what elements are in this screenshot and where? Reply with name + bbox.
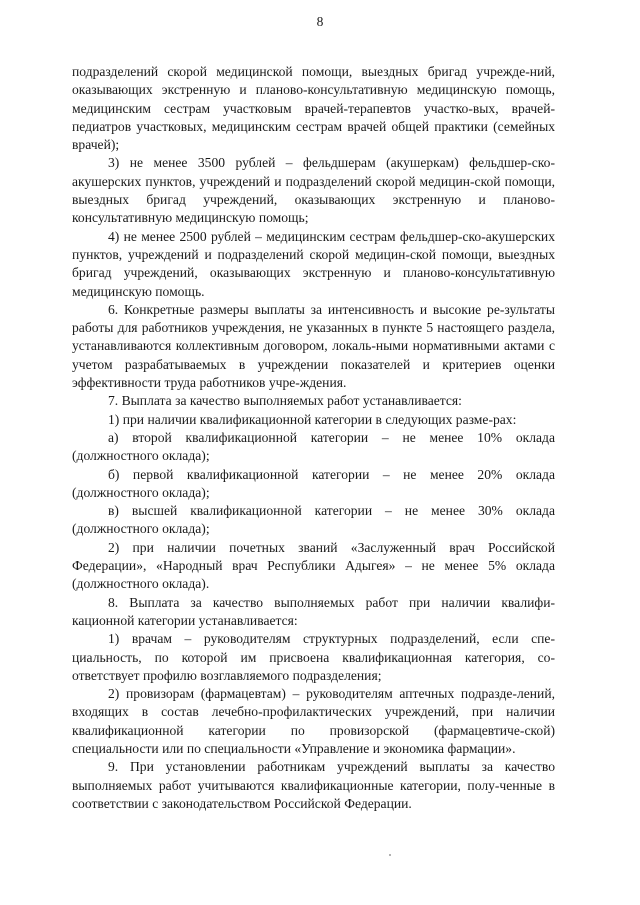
paragraph-item-3: 3) не менее 3500 рублей – фельдшерам (акушеркам) фельдшер-ско-акушерских пунктов, учреждений и подразделений скорой медицин-ской помощи, выездных бригад учреждений, оказывающих экстренную и планово-консультативную медицинскую помощь; [72, 155, 555, 226]
paragraph-clause-7-item-1: 1) при наличии квалификационной категории в следующих разме-рах: [108, 411, 517, 427]
paragraph-clause-6: 6. Конкретные размеры выплаты за интенсивность и высокие ре-зультаты работы для работников учреждения, не указанных в пункте 5 настоящего раздела, устанавливаются коллективным договором, локаль-ными нормативными актами с учетом разрабатываемых в учреждении показателей и критериев оценки эффективности труда работников учре-ждения. [72, 301, 555, 391]
page-number: 8 [316, 14, 324, 29]
paragraph-clause-8: 8. Выплата за качество выполняемых работ при наличии квалифи-кационной категории устанавливается: [72, 594, 555, 628]
document-body [72, 63, 555, 813]
paragraph-continuation: подразделений скорой медицинской помощи, выездных бригад учрежде-ний, оказывающих экстренную и планово-консультативную медицинскую помощь, медицинским сестрам участковым врачей-терапевтов участко-вых, врачей-педиатров участковых, медицинским сестрам врачей общей практики (семейных врачей); [72, 64, 555, 153]
paragraph-clause-7: 7. Выплата за качество выполняемых работ устанавливается: [108, 393, 462, 409]
paragraph-clause-8-item-1: 1) врачам – руководителям структурных подразделений, если спе-циальность, по которой им присвоена квалификационная категория, со-ответствует профилю возглавляемого подразделения; [72, 631, 555, 683]
paragraph-clause-8-item-2: 2) провизорам (фармацевтам) – руководителям аптечных подразде-лений, входящих в состав лечебно-профилактических учреждений, при наличии квалификационной категории по провизорской (фармацевтиче-ской) специальности или по специальности «Управление и экономика фармации». [72, 686, 555, 756]
paragraph-subitem-v: в) высшей квалификационной категории – не менее 30% оклада (должностного оклада); [72, 503, 555, 537]
paragraph-clause-9: 9. При установлении работникам учреждений выплаты за качество выполняемых работ учитываются квалификационные категории, полу-ченные в соответствии с законодательством Российской Федерации. [72, 759, 555, 811]
paragraph-item-4: 4) не менее 2500 рублей – медицинским сестрам фельдшер-ско-акушерских пунктов, учреждений и подразделений скорой медицин-ской помощи, выездных бригад учреждений, оказывающих экстренную и планово-консультативную медицинскую помощь. [72, 228, 555, 299]
paragraph-subitem-b: б) первой квалификационной категории – не менее 20% оклада (должностного оклада); [72, 466, 555, 500]
scan-speck [389, 854, 391, 856]
paragraph-clause-7-item-2: 2) при наличии почетных званий «Заслуженный врач Российской Федерации», «Народный врач Республики Адыгея» – не менее 5% оклада (должностного оклада). [72, 539, 555, 592]
paragraph-subitem-a: а) второй квалификационной категории – не менее 10% оклада (должностного оклада); [72, 429, 555, 464]
